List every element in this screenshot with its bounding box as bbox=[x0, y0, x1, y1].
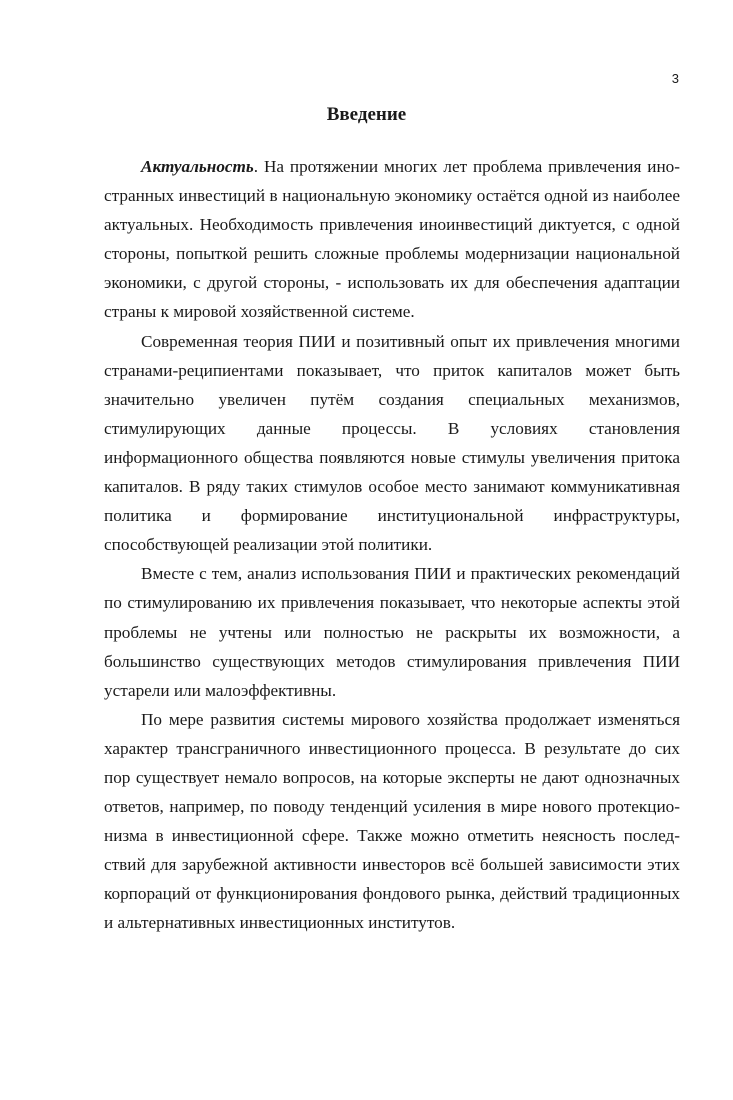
page-number: 3 bbox=[671, 71, 679, 86]
document-body bbox=[104, 152, 680, 938]
paragraph-theory: Современная теория ПИИ и позитивный опыт их привлечения многими странами-реципиентами показывает, что приток капиталов может быть значительно увеличен путём создания специальных механизмов, стимулирующих данные процессы. В условиях становления информационного общества появляются новые стимулы увеличения притока капиталов. В ряду таких стимулов особое место занимают коммуникативная политика и формирование институциональной инфраструктуры, способствующей реализации этой политики. bbox=[104, 331, 680, 555]
paragraph-lead-term: Актуальность bbox=[141, 157, 254, 176]
page-title: Введение bbox=[326, 104, 407, 125]
paragraph-text: . На протяжении многих лет проблема привлечения иностранных инвестиций в национальную экономику остаётся одной из наиболее актуальных. Необходимость привлечения иноинвестиций диктуется, с одной стороны, попыткой решить сложные проблемы модернизации национальной экономики, с другой стороны, - использовать их для обеспечения адаптации страны к мировой хозяйственной системе. bbox=[104, 157, 680, 322]
paragraph-analysis: Вместе с тем, анализ использования ПИИ и практических рекомендаций по стимулированию их привлечения показывает, что некоторые аспекты этой проблемы не учтены или полностью не раскрыты их возможности, а большинство существующих методов стимулирования привлечения ПИИ устарели или малоэффективны. bbox=[104, 564, 680, 700]
paragraph-relevance bbox=[104, 152, 680, 327]
paragraph-world-economy: По мере развития системы мирового хозяйства продолжает изменяться характер трансграничного инвестиционного процесса. В результате до сих пор существует немало вопросов, на которые эксперты не дают однозначных ответов, например, по поводу тенденций усиления в мире нового протекционизма в инвестиционной сфере. Также можно отметить неясность последствий для зарубежной активности инвесторов всё большей зависимости этих корпораций от функционирования фондового рынка, действий традиционных и альтернативных инвестиционных институтов. bbox=[104, 709, 680, 933]
